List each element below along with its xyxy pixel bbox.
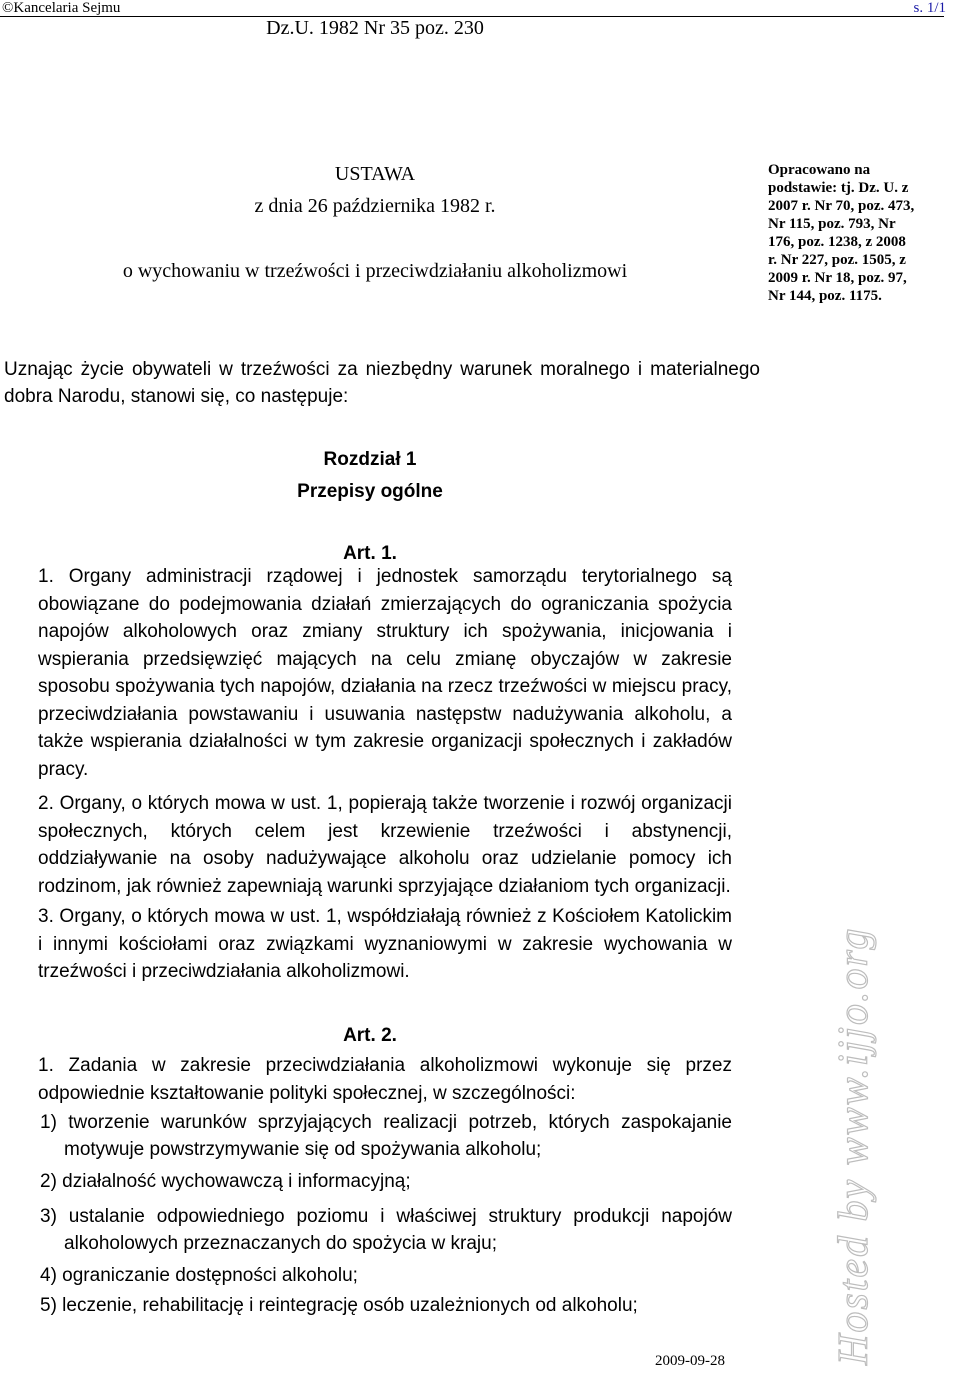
header-page-number[interactable]: s. 1/1: [913, 0, 946, 16]
article-2-item: 4) ograniczanie dostępności alkoholu;: [40, 1265, 358, 1286]
consolidation-note: Opracowano na podstawie: tj. Dz. U. z 2007 r. Nr 70, poz. 473, Nr 115, poz. 793, Nr 176, poz. 1238, z 2008 r. Nr 227, poz. 1505, z 2009 r. Nr 18, poz. 97, Nr 144, poz. 1175.: [768, 162, 915, 304]
document-date: z dnia 26 października 1982 r.: [254, 195, 496, 217]
chapter-title: Przepisy ogólne: [297, 481, 443, 502]
article-1-paragraph-2: 2. Organy, o których mowa w ust. 1, popierają także tworzenie i rozwój organizacji społecznych, których celem jest krzewienie trzeźwości i abstynencji, oddziaływanie na osoby nadużywające alkoholu oraz udzielanie pomocy ich rodzinom, jak również zapewniają warunki sprzyjające działaniom tych organizacji.: [38, 793, 732, 897]
header-publisher: ©Kancelaria Sejmu: [2, 0, 121, 16]
article-1-paragraph-1: 1. Organy administracji rządowej i jednostek samorządu terytorialnego są obowiązane do podejmowania działań zmierzających do ograniczania spożycia napojów alkoholowych oraz zmiany struktury ich spożywania, inicjowania i wspierania przedsięwzięć mających na celu zmianę obyczajów w zakresie sposobu spożywania tych napojów, działania na rzecz trzeźwości w miejscu pracy, przeciwdziałania powstawaniu i usuwania następstw nadużywania alkoholu, a także wspierania działalności w tym zakresie organizacji społecznych i zakładów pracy.: [38, 566, 732, 780]
journal-reference: Dz.U. 1982 Nr 35 poz. 230: [266, 17, 484, 39]
article-1-title: Art. 1.: [343, 543, 397, 564]
preamble: Uznając życie obywateli w trzeźwości za niezbędny warunek moralnego i materialnego dobra Narodu, stanowi się, co następuje:: [4, 359, 760, 407]
article-2-paragraph-1: 1. Zadania w zakresie przeciwdziałania alkoholizmowi wykonuje się przez odpowiednie kształtowanie polityki społecznej, w szczególności:: [38, 1055, 732, 1104]
article-1-paragraph-3: 3. Organy, o których mowa w ust. 1, współdziałają również z Kościołem Katolickim i innymi kościołami oraz związkami wyznaniowymi w zakresie wychowania w trzeźwości i przeciwdziałania alkoholizmowi.: [38, 906, 732, 982]
article-2-title: Art. 2.: [343, 1025, 397, 1046]
article-2-item: 2) działalność wychowawczą i informacyjną;: [40, 1171, 411, 1192]
article-2-item: 3) ustalanie odpowiedniego poziomu i właściwej struktury produkcji napojów alkoholowych przeznaczanych do spożycia w kraju;: [40, 1206, 732, 1254]
article-2-item: 1) tworzenie warunków sprzyjających realizacji potrzeb, których zaspokajanie motywuje powstrzymywanie się od spożywania alkoholu;: [40, 1112, 732, 1160]
watermark: Hosted by www.ijjo.org: [831, 926, 877, 1365]
article-2-item: 5) leczenie, rehabilitację i reintegrację osób uzależnionych od alkoholu;: [40, 1295, 638, 1316]
document-type: USTAWA: [334, 163, 416, 185]
chapter-number: Rozdział 1: [323, 449, 417, 470]
footer-date: 2009-09-28: [655, 1353, 725, 1369]
document-subject: o wychowaniu w trzeźwości i przeciwdziałaniu alkoholizmowi: [122, 260, 628, 282]
